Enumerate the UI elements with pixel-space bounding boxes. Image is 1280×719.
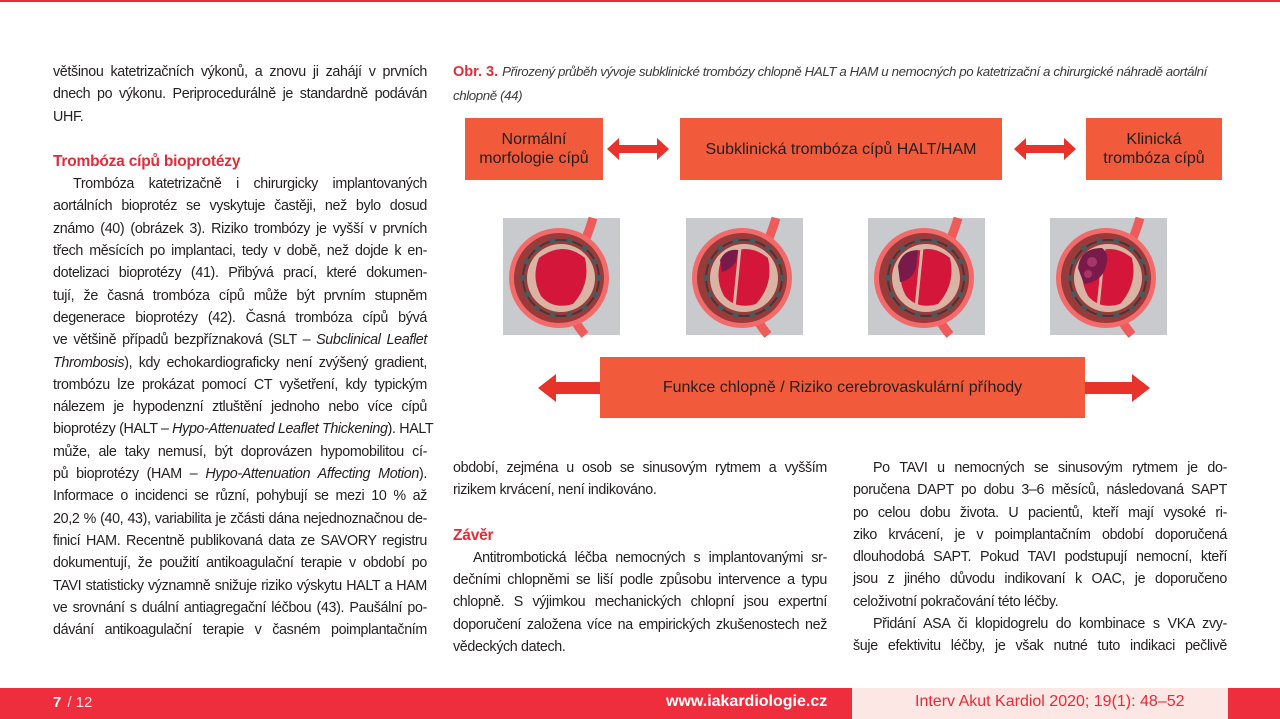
text-line xyxy=(53,61,427,83)
text-line xyxy=(53,106,427,128)
text-line xyxy=(53,463,427,485)
paragraph-spacer xyxy=(53,128,427,151)
text-line xyxy=(853,457,1227,479)
page-indicator xyxy=(53,694,92,711)
text-line xyxy=(853,591,1227,613)
text-line xyxy=(853,502,1227,524)
text-line xyxy=(53,552,427,574)
website-link[interactable]: www.iakardiologie.cz xyxy=(666,693,828,710)
valve-illustration-stage-0 xyxy=(503,218,620,335)
section-heading: Závěr xyxy=(453,526,494,544)
text-line xyxy=(53,307,427,329)
italic-term: Subclinical Leaflet xyxy=(316,332,427,349)
text-line xyxy=(853,635,1227,657)
text-line xyxy=(453,479,827,501)
text-line xyxy=(853,546,1227,568)
text-line xyxy=(853,524,1227,546)
text-segment: dnech po výkonu. Periprocedurálně je standardně podáván xyxy=(53,86,427,103)
text-segment: finicí HAM. Recentně publikovaná data ze SAVORY registru xyxy=(53,532,427,549)
text-segment: chlopně. S výjimkou mechanických chlopní jsou expertní xyxy=(453,594,827,611)
left-column xyxy=(53,61,434,641)
figure-label: Obr. 3. xyxy=(453,64,499,80)
figure-caption xyxy=(453,60,1233,107)
text-segment: ). xyxy=(418,466,427,483)
text-line xyxy=(453,457,827,479)
text-segment: Antitrombotická léčba nemocných s implantovanými sr- xyxy=(473,549,827,566)
text-segment: může, ale taky nemusí, být doprovázen hypomobilitou cí- xyxy=(53,443,427,460)
bottom-bar-label: Funkce chlopně / Riziko cerebrovaskulární příhody xyxy=(662,379,1023,396)
text-line xyxy=(853,568,1227,590)
italic-term: Hypo-Attenuation Affecting Motion xyxy=(205,466,419,483)
text-line xyxy=(53,374,427,396)
text-line xyxy=(453,614,827,636)
text-segment: ve většině případů bezpříznaková (SLT – xyxy=(53,332,317,349)
box-clinical-thrombosis xyxy=(1086,118,1222,180)
text-segment: 20,2 % (40, 43), variabilita je zčásti dána nejednoznačnou de- xyxy=(53,510,427,527)
text-line xyxy=(853,613,1227,635)
text-line xyxy=(53,240,427,262)
text-line xyxy=(53,530,427,552)
box-clinical-label: Klinická trombóza cípů xyxy=(1103,131,1205,167)
paragraph-spacer xyxy=(453,502,827,525)
text-segment: dotelizaci bioprotézy (41). Přibývá prací, které dokumen- xyxy=(53,265,427,282)
text-segment: ). HALT xyxy=(387,421,434,438)
text-segment: TAVI statisticky významně snižuje riziko výskytu HALT a HAM xyxy=(53,577,427,594)
text-segment: Informace o incidenci se různí, pohybují se mezi 10 % až xyxy=(53,488,427,505)
valve-illustration-stage-2 xyxy=(868,218,985,335)
text-segment: období, zejména u osob se sinusovým rytmem a vyšším xyxy=(453,460,827,476)
text-segment: po celou dobu života. U pacientů, kteří mají vysoké ri- xyxy=(853,504,1227,521)
text-line xyxy=(53,83,427,105)
text-line xyxy=(453,636,827,658)
text-line xyxy=(53,396,427,418)
text-segment: UHF. xyxy=(53,108,84,125)
box-subclinical-label: Subklinická trombóza cípů HALT/HAM xyxy=(705,140,977,158)
text-line xyxy=(453,569,827,591)
section-heading: Trombóza cípů bioprotézy xyxy=(53,152,241,170)
text-segment: dokumentují, že použití antikoagulační terapie v období po xyxy=(53,555,427,572)
right-column xyxy=(853,457,1227,658)
journal-citation: Interv Akut Kardiol 2020; 19(1): 48–52 xyxy=(915,693,1185,710)
text-line xyxy=(53,597,427,619)
text-segment: dečními chlopněmi se liší podle způsobu intervence a typu xyxy=(453,572,827,589)
text-line xyxy=(53,619,427,641)
text-line xyxy=(453,547,827,569)
text-segment: jsou z jiného důvodu indikovaní k OAC, je doporučeno xyxy=(853,571,1227,588)
text-segment: ), kdy echokardiograficky není zvýšený gradient, xyxy=(124,354,427,371)
box-normal-label: Normální morfologie cípů xyxy=(479,131,589,167)
box-subclinical-thrombosis xyxy=(680,118,1002,180)
text-segment: Trombóza katetrizačně i chirurgicky implantovaných xyxy=(73,176,427,193)
text-segment: aortálních bioprotéz se vyskytuje častěji, než bylo dosud xyxy=(53,198,427,215)
text-segment: dlouhodobá SAPT. Pokud TAVI podstupují nemocní, kteří xyxy=(853,549,1227,566)
text-line xyxy=(53,441,427,463)
text-segment: dávání antikoagulační terapie v časném poimplantačním xyxy=(53,622,427,639)
text-line xyxy=(53,173,427,195)
text-segment: Přidání ASA či klopidogrelu do kombinace s VKA zvy- xyxy=(873,616,1227,633)
double-arrow-icon xyxy=(607,137,669,161)
top-rule xyxy=(0,0,1280,2)
text-segment: třech měsících po implantaci, tedy v době, než dojde k en- xyxy=(53,243,427,260)
page-current: 7 xyxy=(53,694,62,711)
valve-illustration-stage-1 xyxy=(686,218,803,335)
box-valve-function-risk xyxy=(600,357,1085,418)
text-segment: rizikem krvácení, není indikováno. xyxy=(453,482,657,499)
text-segment: známo (40) (obrázek 3). Riziko trombózy je vyšší v prvních xyxy=(53,220,427,237)
text-segment: tují, že časná trombóza cípů může být prvním stupněm xyxy=(53,287,427,304)
text-line xyxy=(453,591,827,613)
text-line xyxy=(53,575,427,597)
text-segment: degenerace bioprotézy (42). Časná trombóza cípů bývá xyxy=(53,309,427,326)
italic-term: Thrombosis xyxy=(53,354,125,371)
text-line xyxy=(53,508,427,530)
text-line xyxy=(53,195,427,217)
text-segment: celoživotní pokračování této léčby. xyxy=(853,593,1059,610)
text-segment: vědeckých datech. xyxy=(453,639,566,656)
text-segment: šuje efektivitu léčby, je však nutné tuto indikaci pečlivě xyxy=(853,638,1227,655)
text-segment: ve srovnání s duální antiagregační léčbou (43). Paušální po- xyxy=(53,599,427,616)
text-segment: ziko krvácení, je v poimplantačním období doporučená xyxy=(853,526,1227,543)
page-total: / 12 xyxy=(67,694,93,711)
middle-column xyxy=(453,457,827,658)
text-line xyxy=(53,262,427,284)
text-line xyxy=(53,352,427,374)
italic-term: Hypo-Attenuated Leaflet Thickening xyxy=(172,421,388,438)
text-line xyxy=(53,418,434,440)
text-segment: poručena DAPT po dobu 3–6 měsíců, následovaná SAPT xyxy=(853,482,1227,499)
text-segment: Po TAVI u nemocných se sinusovým rytmem je do- xyxy=(873,460,1227,476)
text-line xyxy=(53,329,427,351)
text-line xyxy=(853,479,1227,501)
box-normal-morphology xyxy=(465,118,603,180)
text-segment: trombózu lze prokázat pomocí CT vyšetření, kdy typickým xyxy=(53,376,427,393)
text-segment: většinou katetrizačních výkonů, a znovu ji zahájí v prvních xyxy=(53,64,427,80)
double-arrow-icon xyxy=(1014,137,1076,161)
text-line xyxy=(53,285,427,307)
text-segment: nálezem je hypodenzní ztluštění jednoho nebo více cípů xyxy=(53,399,427,416)
valve-illustration-stage-3 xyxy=(1050,218,1167,335)
text-segment: bioprotézy (HALT – xyxy=(53,421,173,438)
text-line xyxy=(53,485,427,507)
figure-caption-text: Přirozený průběh vývoje subklinické trombózy chlopně HALT a HAM u nemocných po katetrizační a chirurgické náhradě aortální chlopně (44) xyxy=(453,64,1207,103)
text-segment: doporučení založena více na empirických zkušenostech než xyxy=(453,616,827,633)
text-line xyxy=(53,218,427,240)
text-segment: pů bioprotézy (HAM – xyxy=(53,466,206,483)
